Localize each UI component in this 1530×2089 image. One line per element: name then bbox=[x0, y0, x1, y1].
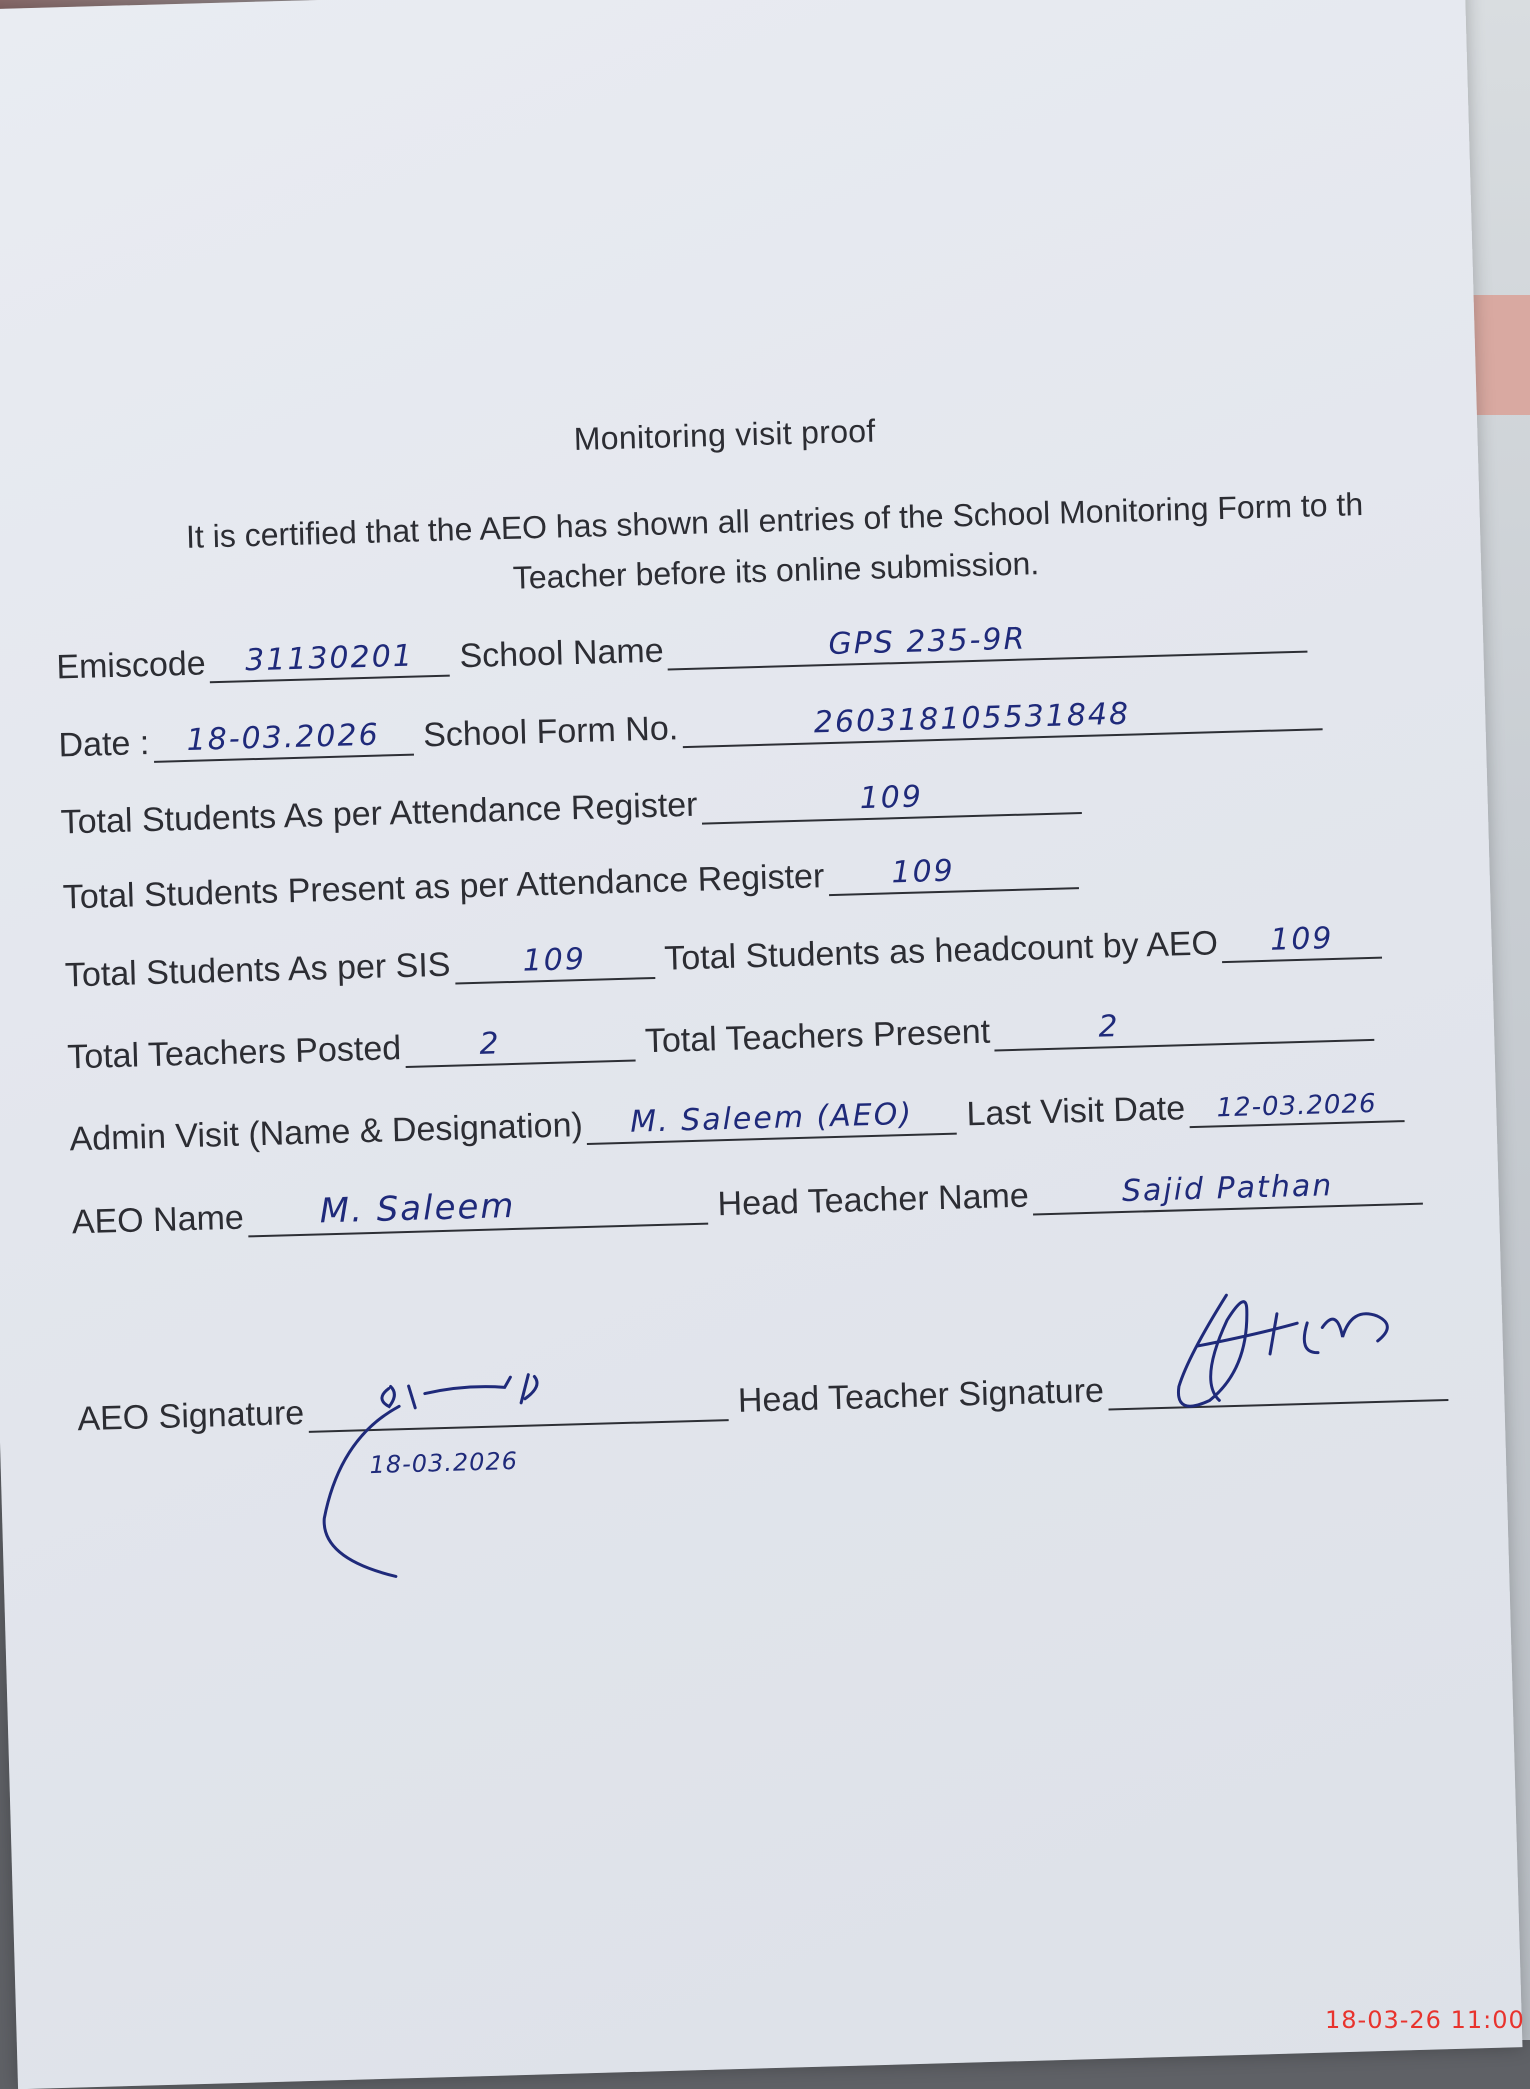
total-students-sis-value: 109 bbox=[522, 941, 587, 979]
aeo-name-label: AEO Name bbox=[71, 1198, 245, 1242]
admin-visit-value: M. Saleem (AEO) bbox=[629, 1096, 914, 1140]
emiscode-label: Emiscode bbox=[55, 644, 207, 687]
document-title: Monitoring visit proof bbox=[573, 412, 877, 458]
headcount-value: 109 bbox=[1269, 921, 1334, 958]
date-label: Date : bbox=[58, 724, 150, 765]
total-students-register-field bbox=[701, 774, 1082, 825]
headcount-field bbox=[1221, 919, 1382, 963]
row-emiscode bbox=[56, 612, 1318, 687]
aeo-signature-label: AEO Signature bbox=[76, 1393, 305, 1439]
teachers-posted-value: 2 bbox=[478, 1026, 502, 1062]
head-teacher-name-value: Sajid Pathan bbox=[1121, 1168, 1334, 1210]
row-teachers bbox=[67, 1001, 1385, 1078]
teachers-posted-field bbox=[405, 1022, 636, 1068]
head-teacher-signature-label: Head Teacher Signature bbox=[737, 1371, 1105, 1420]
school-name-label: School Name bbox=[458, 631, 665, 676]
row-admin-visit bbox=[69, 1082, 1415, 1160]
head-teacher-name-field bbox=[1032, 1165, 1423, 1216]
row-sis-headcount bbox=[64, 918, 1392, 995]
total-students-register-label: Total Students As per Attendance Register bbox=[60, 785, 698, 842]
date-value: 18-03.2026 bbox=[186, 717, 381, 758]
aeo-name-field bbox=[247, 1185, 708, 1238]
last-visit-field bbox=[1189, 1082, 1405, 1128]
teachers-present-field bbox=[994, 1001, 1375, 1052]
aeo-signature-drawing bbox=[328, 1351, 653, 1560]
total-students-register-value: 109 bbox=[859, 779, 924, 817]
aeo-signature-date: 18-03.2026 bbox=[369, 1446, 519, 1480]
teachers-posted-label: Total Teachers Posted bbox=[66, 1029, 402, 1077]
total-present-register-label: Total Students Present as per Attendance Register bbox=[62, 857, 825, 917]
certification-text: It is certified that the AEO has shown all entries of the School Monitoring Form to th Teacher before its online submission. bbox=[185, 486, 1364, 596]
total-present-register-field bbox=[828, 849, 1079, 896]
row-date bbox=[58, 690, 1332, 766]
last-visit-label: Last Visit Date bbox=[966, 1089, 1186, 1134]
teachers-present-value: 2 bbox=[1097, 1009, 1121, 1045]
total-students-sis-field bbox=[454, 939, 655, 985]
total-students-sis-label: Total Students As per SIS bbox=[64, 945, 451, 995]
row-total-students-register bbox=[60, 774, 1092, 843]
school-form-no-label: School Form No. bbox=[422, 709, 679, 755]
admin-visit-field bbox=[586, 1095, 957, 1145]
school-name-field bbox=[667, 613, 1308, 671]
photo-timestamp: 18-03-26 11:00 bbox=[1325, 2006, 1525, 2034]
total-present-register-value: 109 bbox=[891, 853, 956, 891]
emiscode-field bbox=[209, 637, 450, 684]
row-names bbox=[71, 1164, 1433, 1242]
head-teacher-name-label: Head Teacher Name bbox=[717, 1176, 1030, 1224]
emiscode-value: 31130201 bbox=[244, 638, 415, 679]
row-total-present-register bbox=[62, 849, 1088, 918]
teachers-present-label: Total Teachers Present bbox=[644, 1012, 991, 1061]
school-form-no-value: 260318105531848 bbox=[813, 696, 1131, 741]
school-name-value: GPS 235-9R bbox=[827, 621, 1027, 662]
aeo-name-value: M. Saleem bbox=[319, 1185, 517, 1232]
school-form-no-field bbox=[682, 690, 1323, 748]
admin-visit-label: Admin Visit (Name & Designation) bbox=[69, 1106, 584, 1159]
last-visit-value: 12-03.2026 bbox=[1216, 1088, 1377, 1124]
head-teacher-signature-drawing bbox=[1156, 1270, 1420, 1417]
headcount-label: Total Students as headcount by AEO bbox=[663, 924, 1219, 978]
date-field bbox=[153, 716, 414, 763]
